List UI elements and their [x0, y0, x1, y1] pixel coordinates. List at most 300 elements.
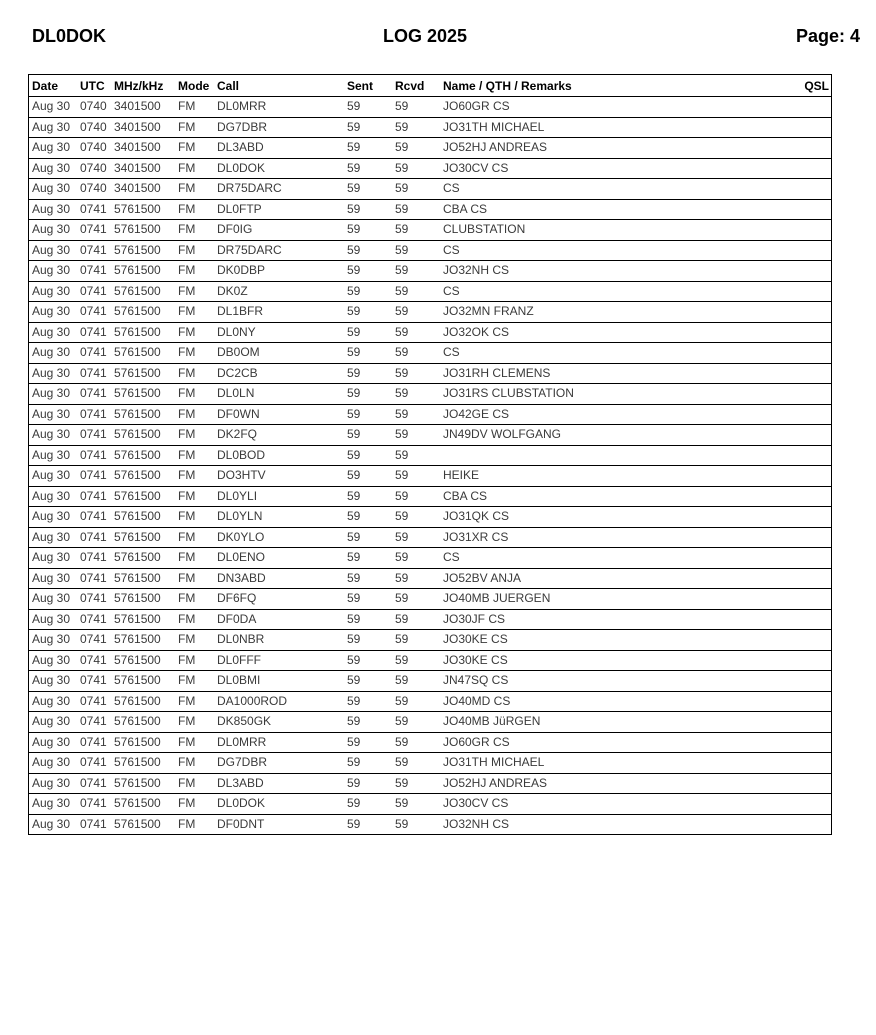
- cell-remarks: JO32MN FRANZ: [443, 302, 789, 323]
- cell-rcvd: 59: [395, 773, 443, 794]
- cell-date: Aug 30: [29, 240, 81, 261]
- cell-date: Aug 30: [29, 179, 81, 200]
- cell-frequency: 5761500: [114, 650, 178, 671]
- col-header-remarks: Name / QTH / Remarks: [443, 75, 789, 97]
- cell-date: Aug 30: [29, 609, 81, 630]
- cell-mode: FM: [178, 322, 217, 343]
- cell-sent: 59: [347, 753, 395, 774]
- cell-utc: 0741: [80, 568, 114, 589]
- cell-call: DF6FQ: [217, 589, 347, 610]
- cell-remarks: JO31TH MICHAEL: [443, 753, 789, 774]
- cell-rcvd: 59: [395, 630, 443, 651]
- cell-qsl: [789, 691, 832, 712]
- table-row: [29, 363, 832, 384]
- cell-remarks: JO60GR CS: [443, 732, 789, 753]
- cell-rcvd: 59: [395, 486, 443, 507]
- cell-mode: FM: [178, 199, 217, 220]
- cell-frequency: 3401500: [114, 117, 178, 138]
- cell-date: Aug 30: [29, 97, 81, 118]
- cell-call: DK2FQ: [217, 425, 347, 446]
- cell-sent: 59: [347, 527, 395, 548]
- cell-qsl: [789, 384, 832, 405]
- cell-date: Aug 30: [29, 138, 81, 159]
- cell-utc: 0740: [80, 97, 114, 118]
- cell-rcvd: 59: [395, 179, 443, 200]
- cell-frequency: 5761500: [114, 343, 178, 364]
- cell-frequency: 5761500: [114, 589, 178, 610]
- cell-utc: 0741: [80, 753, 114, 774]
- cell-utc: 0741: [80, 630, 114, 651]
- cell-sent: 59: [347, 650, 395, 671]
- cell-mode: FM: [178, 814, 217, 835]
- cell-frequency: 5761500: [114, 425, 178, 446]
- cell-frequency: 5761500: [114, 671, 178, 692]
- cell-remarks: JO31QK CS: [443, 507, 789, 528]
- cell-qsl: [789, 712, 832, 733]
- cell-sent: 59: [347, 261, 395, 282]
- table-row: [29, 691, 832, 712]
- cell-utc: 0741: [80, 527, 114, 548]
- cell-date: Aug 30: [29, 650, 81, 671]
- cell-rcvd: 59: [395, 589, 443, 610]
- cell-utc: 0741: [80, 773, 114, 794]
- cell-remarks: JO32OK CS: [443, 322, 789, 343]
- cell-rcvd: 59: [395, 117, 443, 138]
- cell-qsl: [789, 568, 832, 589]
- cell-frequency: 5761500: [114, 712, 178, 733]
- cell-sent: 59: [347, 240, 395, 261]
- cell-remarks: JO52BV ANJA: [443, 568, 789, 589]
- cell-frequency: 5761500: [114, 363, 178, 384]
- cell-call: DL0DOK: [217, 158, 347, 179]
- cell-call: DL0BOD: [217, 445, 347, 466]
- table-row: [29, 507, 832, 528]
- cell-remarks: JO40MD CS: [443, 691, 789, 712]
- cell-date: Aug 30: [29, 814, 81, 835]
- cell-sent: 59: [347, 609, 395, 630]
- cell-remarks: JO40MB JüRGEN: [443, 712, 789, 733]
- cell-rcvd: 59: [395, 220, 443, 241]
- cell-mode: FM: [178, 158, 217, 179]
- cell-mode: FM: [178, 507, 217, 528]
- log-rows: [29, 97, 832, 835]
- cell-date: Aug 30: [29, 281, 81, 302]
- cell-rcvd: 59: [395, 732, 443, 753]
- cell-mode: FM: [178, 240, 217, 261]
- cell-rcvd: 59: [395, 466, 443, 487]
- cell-qsl: [789, 589, 832, 610]
- col-header-sent: Sent: [347, 75, 395, 97]
- cell-sent: 59: [347, 732, 395, 753]
- table-row: [29, 343, 832, 364]
- cell-rcvd: 59: [395, 712, 443, 733]
- cell-qsl: [789, 466, 832, 487]
- cell-rcvd: 59: [395, 322, 443, 343]
- cell-frequency: 5761500: [114, 568, 178, 589]
- cell-mode: FM: [178, 630, 217, 651]
- cell-rcvd: 59: [395, 527, 443, 548]
- cell-utc: 0741: [80, 732, 114, 753]
- cell-mode: FM: [178, 466, 217, 487]
- cell-call: DC2CB: [217, 363, 347, 384]
- cell-qsl: [789, 609, 832, 630]
- cell-date: Aug 30: [29, 753, 81, 774]
- table-row: [29, 568, 832, 589]
- cell-mode: FM: [178, 773, 217, 794]
- cell-rcvd: 59: [395, 609, 443, 630]
- cell-qsl: [789, 220, 832, 241]
- col-header-utc: UTC: [80, 75, 114, 97]
- cell-frequency: 5761500: [114, 384, 178, 405]
- cell-call: DB0OM: [217, 343, 347, 364]
- col-header-qsl: QSL: [789, 75, 832, 97]
- cell-mode: FM: [178, 97, 217, 118]
- table-row: [29, 486, 832, 507]
- cell-frequency: 5761500: [114, 691, 178, 712]
- cell-frequency: 5761500: [114, 814, 178, 835]
- table-row: [29, 158, 832, 179]
- cell-frequency: 5761500: [114, 548, 178, 569]
- cell-call: DL0MRR: [217, 97, 347, 118]
- cell-utc: 0741: [80, 302, 114, 323]
- cell-sent: 59: [347, 199, 395, 220]
- cell-remarks: JO31RH CLEMENS: [443, 363, 789, 384]
- table-row: [29, 773, 832, 794]
- cell-utc: 0741: [80, 794, 114, 815]
- cell-frequency: 5761500: [114, 466, 178, 487]
- cell-utc: 0741: [80, 220, 114, 241]
- cell-sent: 59: [347, 384, 395, 405]
- cell-utc: 0741: [80, 548, 114, 569]
- cell-call: DR75DARC: [217, 240, 347, 261]
- cell-date: Aug 30: [29, 568, 81, 589]
- cell-utc: 0741: [80, 466, 114, 487]
- cell-date: Aug 30: [29, 445, 81, 466]
- cell-utc: 0741: [80, 445, 114, 466]
- cell-qsl: [789, 548, 832, 569]
- cell-sent: 59: [347, 302, 395, 323]
- cell-frequency: 3401500: [114, 138, 178, 159]
- cell-call: DK0Z: [217, 281, 347, 302]
- cell-date: Aug 30: [29, 199, 81, 220]
- cell-sent: 59: [347, 466, 395, 487]
- cell-frequency: 5761500: [114, 609, 178, 630]
- cell-mode: FM: [178, 650, 217, 671]
- cell-utc: 0741: [80, 425, 114, 446]
- cell-sent: 59: [347, 117, 395, 138]
- cell-qsl: [789, 138, 832, 159]
- cell-frequency: 5761500: [114, 773, 178, 794]
- cell-mode: FM: [178, 117, 217, 138]
- cell-mode: FM: [178, 138, 217, 159]
- table-row: [29, 220, 832, 241]
- cell-utc: 0741: [80, 343, 114, 364]
- cell-qsl: [789, 261, 832, 282]
- cell-utc: 0741: [80, 712, 114, 733]
- table-row: [29, 753, 832, 774]
- cell-remarks: CS: [443, 179, 789, 200]
- cell-call: DO3HTV: [217, 466, 347, 487]
- cell-call: DK0DBP: [217, 261, 347, 282]
- cell-utc: 0740: [80, 117, 114, 138]
- cell-rcvd: 59: [395, 404, 443, 425]
- cell-mode: FM: [178, 261, 217, 282]
- cell-utc: 0741: [80, 650, 114, 671]
- cell-mode: FM: [178, 794, 217, 815]
- cell-call: DG7DBR: [217, 753, 347, 774]
- cell-qsl: [789, 732, 832, 753]
- cell-mode: FM: [178, 281, 217, 302]
- cell-remarks: CS: [443, 548, 789, 569]
- table-row: [29, 445, 832, 466]
- table-row: [29, 630, 832, 651]
- station-callsign: DL0DOK: [32, 26, 107, 46]
- cell-qsl: [789, 322, 832, 343]
- cell-remarks: [443, 445, 789, 466]
- table-row: [29, 548, 832, 569]
- cell-sent: 59: [347, 671, 395, 692]
- cell-frequency: 3401500: [114, 97, 178, 118]
- cell-mode: FM: [178, 179, 217, 200]
- table-row: [29, 179, 832, 200]
- col-header-mode: Mode: [178, 75, 217, 97]
- cell-qsl: [789, 486, 832, 507]
- cell-date: Aug 30: [29, 548, 81, 569]
- cell-sent: 59: [347, 568, 395, 589]
- table-row: [29, 302, 832, 323]
- cell-sent: 59: [347, 322, 395, 343]
- cell-frequency: 5761500: [114, 507, 178, 528]
- cell-call: DR75DARC: [217, 179, 347, 200]
- cell-qsl: [789, 794, 832, 815]
- cell-frequency: 5761500: [114, 527, 178, 548]
- cell-call: DF0DNT: [217, 814, 347, 835]
- cell-mode: FM: [178, 712, 217, 733]
- cell-qsl: [789, 650, 832, 671]
- cell-qsl: [789, 158, 832, 179]
- cell-qsl: [789, 507, 832, 528]
- cell-frequency: 5761500: [114, 322, 178, 343]
- cell-sent: 59: [347, 281, 395, 302]
- cell-utc: 0741: [80, 363, 114, 384]
- cell-qsl: [789, 753, 832, 774]
- cell-rcvd: 59: [395, 158, 443, 179]
- cell-qsl: [789, 302, 832, 323]
- cell-sent: 59: [347, 589, 395, 610]
- cell-remarks: JO42GE CS: [443, 404, 789, 425]
- cell-mode: FM: [178, 302, 217, 323]
- cell-date: Aug 30: [29, 343, 81, 364]
- cell-mode: FM: [178, 568, 217, 589]
- cell-remarks: JO60GR CS: [443, 97, 789, 118]
- cell-remarks: CS: [443, 343, 789, 364]
- cell-rcvd: 59: [395, 425, 443, 446]
- cell-date: Aug 30: [29, 158, 81, 179]
- cell-rcvd: 59: [395, 568, 443, 589]
- cell-sent: 59: [347, 814, 395, 835]
- cell-sent: 59: [347, 425, 395, 446]
- cell-rcvd: 59: [395, 794, 443, 815]
- cell-call: DG7DBR: [217, 117, 347, 138]
- cell-qsl: [789, 97, 832, 118]
- cell-mode: FM: [178, 425, 217, 446]
- cell-qsl: [789, 425, 832, 446]
- cell-mode: FM: [178, 609, 217, 630]
- cell-call: DL0LN: [217, 384, 347, 405]
- cell-rcvd: 59: [395, 302, 443, 323]
- table-row: [29, 240, 832, 261]
- table-row: [29, 384, 832, 405]
- cell-call: DK850GK: [217, 712, 347, 733]
- cell-frequency: 5761500: [114, 445, 178, 466]
- cell-qsl: [789, 343, 832, 364]
- cell-sent: 59: [347, 445, 395, 466]
- cell-utc: 0741: [80, 691, 114, 712]
- cell-rcvd: 59: [395, 753, 443, 774]
- log-table: [28, 74, 832, 835]
- cell-date: Aug 30: [29, 261, 81, 282]
- cell-utc: 0741: [80, 384, 114, 405]
- cell-remarks: JO31XR CS: [443, 527, 789, 548]
- cell-sent: 59: [347, 179, 395, 200]
- cell-date: Aug 30: [29, 220, 81, 241]
- cell-frequency: 5761500: [114, 630, 178, 651]
- cell-remarks: JO40MB JUERGEN: [443, 589, 789, 610]
- cell-date: Aug 30: [29, 732, 81, 753]
- cell-qsl: [789, 814, 832, 835]
- cell-frequency: 5761500: [114, 732, 178, 753]
- table-row: [29, 650, 832, 671]
- cell-remarks: JO52HJ ANDREAS: [443, 773, 789, 794]
- cell-call: DL0BMI: [217, 671, 347, 692]
- cell-call: DL0FFF: [217, 650, 347, 671]
- cell-utc: 0741: [80, 814, 114, 835]
- cell-rcvd: 59: [395, 363, 443, 384]
- cell-rcvd: 59: [395, 261, 443, 282]
- table-row: [29, 466, 832, 487]
- cell-sent: 59: [347, 794, 395, 815]
- cell-date: Aug 30: [29, 671, 81, 692]
- cell-call: DF0IG: [217, 220, 347, 241]
- cell-mode: FM: [178, 691, 217, 712]
- cell-sent: 59: [347, 548, 395, 569]
- cell-date: Aug 30: [29, 527, 81, 548]
- cell-remarks: JO31TH MICHAEL: [443, 117, 789, 138]
- cell-frequency: 5761500: [114, 753, 178, 774]
- cell-rcvd: 59: [395, 343, 443, 364]
- cell-sent: 59: [347, 773, 395, 794]
- cell-sent: 59: [347, 691, 395, 712]
- cell-call: DL0MRR: [217, 732, 347, 753]
- cell-date: Aug 30: [29, 630, 81, 651]
- cell-mode: FM: [178, 220, 217, 241]
- cell-date: Aug 30: [29, 117, 81, 138]
- cell-call: DL0FTP: [217, 199, 347, 220]
- cell-call: DK0YLO: [217, 527, 347, 548]
- cell-remarks: CBA CS: [443, 486, 789, 507]
- cell-frequency: 3401500: [114, 158, 178, 179]
- cell-utc: 0740: [80, 158, 114, 179]
- cell-utc: 0741: [80, 609, 114, 630]
- table-row: [29, 199, 832, 220]
- cell-qsl: [789, 240, 832, 261]
- cell-remarks: JO30KE CS: [443, 630, 789, 651]
- cell-remarks: JO30CV CS: [443, 158, 789, 179]
- cell-remarks: JN49DV WOLFGANG: [443, 425, 789, 446]
- cell-call: DL0YLI: [217, 486, 347, 507]
- cell-sent: 59: [347, 486, 395, 507]
- table-row: [29, 138, 832, 159]
- cell-rcvd: 59: [395, 281, 443, 302]
- table-row: [29, 671, 832, 692]
- cell-qsl: [789, 527, 832, 548]
- cell-date: Aug 30: [29, 384, 81, 405]
- table-row: [29, 281, 832, 302]
- cell-utc: 0741: [80, 589, 114, 610]
- cell-sent: 59: [347, 363, 395, 384]
- cell-frequency: 3401500: [114, 179, 178, 200]
- cell-date: Aug 30: [29, 322, 81, 343]
- cell-mode: FM: [178, 363, 217, 384]
- cell-rcvd: 59: [395, 138, 443, 159]
- cell-utc: 0741: [80, 322, 114, 343]
- cell-rcvd: 59: [395, 548, 443, 569]
- cell-date: Aug 30: [29, 712, 81, 733]
- table-row: [29, 117, 832, 138]
- cell-call: DL3ABD: [217, 138, 347, 159]
- cell-mode: FM: [178, 671, 217, 692]
- cell-remarks: JO30JF CS: [443, 609, 789, 630]
- cell-frequency: 5761500: [114, 486, 178, 507]
- cell-qsl: [789, 179, 832, 200]
- cell-sent: 59: [347, 630, 395, 651]
- cell-date: Aug 30: [29, 302, 81, 323]
- cell-mode: FM: [178, 732, 217, 753]
- cell-utc: 0741: [80, 281, 114, 302]
- table-row: [29, 425, 832, 446]
- col-header-rcvd: Rcvd: [395, 75, 443, 97]
- cell-utc: 0741: [80, 507, 114, 528]
- cell-remarks: CS: [443, 281, 789, 302]
- cell-utc: 0741: [80, 240, 114, 261]
- cell-sent: 59: [347, 97, 395, 118]
- table-row: [29, 732, 832, 753]
- cell-rcvd: 59: [395, 650, 443, 671]
- cell-rcvd: 59: [395, 507, 443, 528]
- cell-date: Aug 30: [29, 773, 81, 794]
- cell-call: DL0NY: [217, 322, 347, 343]
- cell-mode: FM: [178, 384, 217, 405]
- cell-remarks: JO32NH CS: [443, 814, 789, 835]
- cell-qsl: [789, 773, 832, 794]
- cell-date: Aug 30: [29, 466, 81, 487]
- cell-sent: 59: [347, 404, 395, 425]
- cell-frequency: 5761500: [114, 302, 178, 323]
- cell-call: DL0ENO: [217, 548, 347, 569]
- cell-qsl: [789, 281, 832, 302]
- cell-call: DF0DA: [217, 609, 347, 630]
- cell-date: Aug 30: [29, 486, 81, 507]
- table-row: [29, 261, 832, 282]
- cell-utc: 0741: [80, 199, 114, 220]
- cell-date: Aug 30: [29, 404, 81, 425]
- cell-qsl: [789, 404, 832, 425]
- cell-rcvd: 59: [395, 240, 443, 261]
- cell-call: DL0YLN: [217, 507, 347, 528]
- cell-frequency: 5761500: [114, 281, 178, 302]
- cell-mode: FM: [178, 548, 217, 569]
- cell-mode: FM: [178, 445, 217, 466]
